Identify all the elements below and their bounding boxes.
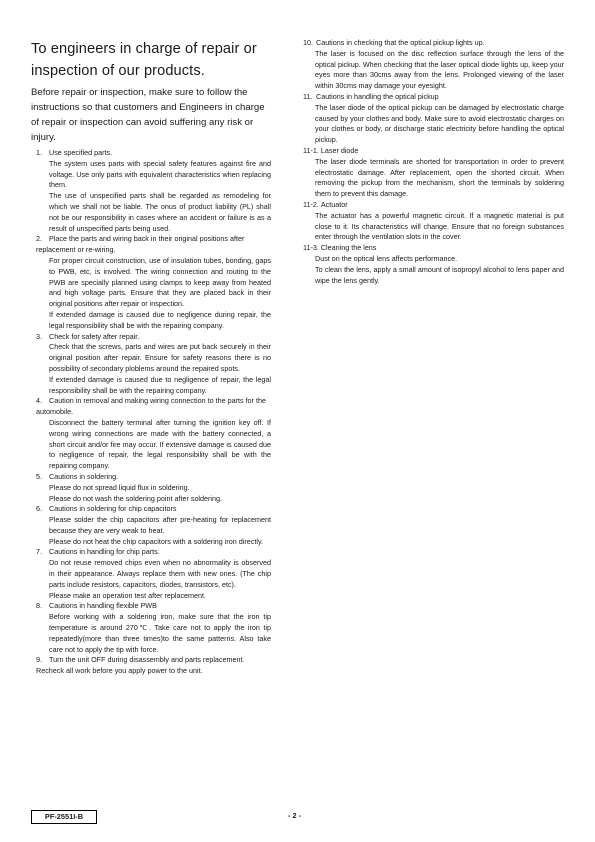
caution-item-title: Cautions in handling flexible PWB [49, 601, 157, 611]
caution-item [31, 655, 271, 677]
caution-item-heading [303, 38, 564, 49]
caution-item-number: 7. [36, 547, 42, 557]
caution-item-title: Laser diode [320, 145, 359, 155]
caution-item-body: The use of unspecified parts shall be regarded as remodeling for which we shall not be liable. The onus of product liability (PL) shall not be our responsibility in cases where an accident or failure is as a result of unspecified parts being used. [49, 191, 271, 233]
caution-item [303, 243, 564, 286]
caution-item-number: 5. [36, 471, 42, 481]
caution-item-heading [31, 332, 271, 343]
caution-item-number: 11-1. [303, 145, 319, 155]
caution-item [303, 92, 564, 146]
caution-item-title: Actuator [320, 199, 348, 209]
caution-item-title: Caution in removal and making wiring connection to the parts for the automobile. [36, 396, 266, 417]
caution-item [303, 38, 564, 92]
caution-item-heading [303, 146, 564, 157]
caution-item-heading [31, 547, 271, 558]
page-number: - 2 - [288, 811, 302, 820]
left-column [31, 38, 271, 677]
caution-item [31, 547, 271, 601]
caution-item-body: Please solder the chip capacitors after pre-heating for replacement because they are very weak to heat. [49, 515, 271, 535]
caution-item [303, 146, 564, 200]
left-caution-list [31, 148, 271, 677]
caution-item-number: 10. [303, 38, 313, 47]
caution-item [31, 472, 271, 504]
caution-item-body: Please do not heat the chip capacitors with a soldering iron directly. [49, 536, 264, 546]
caution-item-title: Cautions in soldering for chip capacitors [49, 504, 177, 514]
title-line-2: inspection of our products. [31, 63, 205, 79]
caution-item-body: Check that the screws, parts and wires are put back securely in their original position after repair. Ensure for safety reasons there is no possibility of secondary ploblems around the repaired spots. [49, 342, 271, 373]
caution-item-body: The laser is focused on the disc reflection surface through the lens of the optical pickup. When checking that the laser optical diode lights up, keep your eyes more than 30cms away from the lens. Prolonged viewing of the laser within 30cms may damage your eyesight. [315, 48, 564, 91]
caution-item-body: The laser diode of the optical pickup can be damaged by electrostatic charge caused by your clothes and body. Make sure to avoid electrostatic charges on your clothes or body, or discharge static electricity before handling the optical pickup. [315, 102, 564, 145]
intro-paragraph: Before repair or inspection, make sure to follow the instructions so that customers and Engineers in charge of repair or inspection can avoid suffering any risk or injury. [31, 87, 265, 143]
caution-item-heading [31, 655, 271, 677]
caution-item [31, 396, 271, 472]
caution-item-title: Use specified parts. [49, 148, 113, 157]
caution-item-body: The system uses parts with special safety features against fire and voltage. Use only parts with equivalent characteristics when replacing them. [49, 158, 271, 190]
caution-item-body: If extended damage is caused due to negligence during repair, the legal responsibility shall be with the repairing company. [49, 309, 271, 330]
caution-item-number: 6. [36, 504, 42, 514]
caution-item-heading [303, 92, 564, 103]
caution-item [31, 234, 271, 331]
caution-item-number: 4. [36, 396, 42, 406]
caution-item-body: Do not reuse removed chips even when no abnormality is observed in their appearance. Always replace them with new ones. (The chip parts include resistors, capacitors, diodes, transistors, etc). [49, 558, 271, 589]
caution-item-heading [303, 200, 564, 211]
right-caution-list [303, 38, 564, 286]
caution-item-heading [31, 396, 271, 418]
caution-item-number: 11-2. [303, 199, 319, 209]
caution-item-number: 1. [36, 148, 42, 157]
caution-item-body: Dust on the optical lens affects performance. [315, 253, 458, 263]
caution-item-title: Cautions in handling the optical pickup [316, 91, 439, 101]
caution-item-title: Cautions in soldering. [49, 471, 119, 481]
caution-item [31, 601, 271, 655]
caution-item-title: Cautions in handling for chip parts. [49, 547, 160, 557]
caution-item [31, 332, 271, 397]
caution-item-body: For proper circuit construction, use of insulation tubes, bonding, gaps to PWB, etc, is involved. The wiring connection and routing to the PWB are specially planned using clamps to keep away from heated and high voltage parts. Ensure that they are placed back in their original positions after repair or inspection. [49, 255, 271, 309]
caution-item-body: Please make an operation test after replacement. [49, 590, 207, 600]
caution-item-heading [303, 243, 564, 254]
caution-item-heading [31, 234, 271, 256]
caution-item-title: Cautions in checking that the optical pickup lights up. [316, 38, 485, 47]
model-number-box [31, 810, 97, 824]
caution-item-title: Place the parts and wiring back in their original positions after replacement or re-wiring. [36, 234, 245, 255]
caution-item-body: The actuator has a powerful magnetic circuit. If a magnetic material is put close to it. Its characteristics will change. Ensure that no foreign substances enter through the ventilation slots in the cover. [315, 210, 564, 242]
caution-item-heading [31, 472, 271, 483]
caution-item-body: Please do not spread liquid flux in soldering. [49, 482, 190, 492]
caution-item-number: 9. [36, 655, 42, 665]
caution-item-number: 11-3. [303, 243, 319, 253]
caution-item-body: Disconnect the battery terminal after turning the ignition key off. If wrong wiring connections are made with the battery connected, a short circuit and/or fire may occur. If extensive damage is caused due to negligence of repair, the legal responsibility shall be with the repairing company. [49, 417, 271, 471]
right-column [303, 38, 564, 286]
caution-item-number: 11. [303, 91, 313, 101]
caution-item [31, 504, 271, 547]
caution-item-title: Turn the unit OFF during disassembly and parts replacement. Recheck all work before you apply power to the unit. [36, 655, 245, 676]
caution-item-title: Check for safety after repair. [49, 331, 140, 341]
caution-item-number: 8. [36, 601, 42, 611]
caution-item-body: If extended damage is caused due to negligence of repair, the legal responsibility shall be with the repairing company. [49, 374, 271, 395]
caution-item-body: The laser diode terminals are shorted for transportation in order to prevent electrostatic damage. After replacement, open the shorted circuit. When removing the pickup from the mechanism, short the terminals by soldering them to prevent this damage. [315, 156, 564, 199]
model-number: PF-2551I-B [44, 812, 84, 821]
title-line-1: To engineers in charge of repair or [31, 41, 257, 57]
caution-item [303, 200, 564, 243]
caution-item-heading [31, 148, 271, 159]
caution-item-number: 2. [36, 234, 42, 244]
caution-item-body: Please do not wash the soldering point after soldering. [49, 493, 223, 503]
caution-item-heading [31, 601, 271, 612]
caution-item-body: Before working with a soldering iron, make sure that the iron tip temperature is around 270℃. Take care not to apply the iron tip repeatedly(more than three times)to the same patterns. Also take care not to apply the tip with force. [49, 612, 271, 654]
caution-item-title: Cleaning the lens [320, 243, 377, 253]
caution-item-heading [31, 504, 271, 515]
caution-item-number: 3. [36, 331, 42, 341]
caution-item [31, 148, 271, 234]
page-title [31, 38, 271, 82]
caution-item-body: To clean the lens, apply a small amount of isopropyl alcohol to lens paper and wipe the lens gently. [315, 264, 564, 285]
